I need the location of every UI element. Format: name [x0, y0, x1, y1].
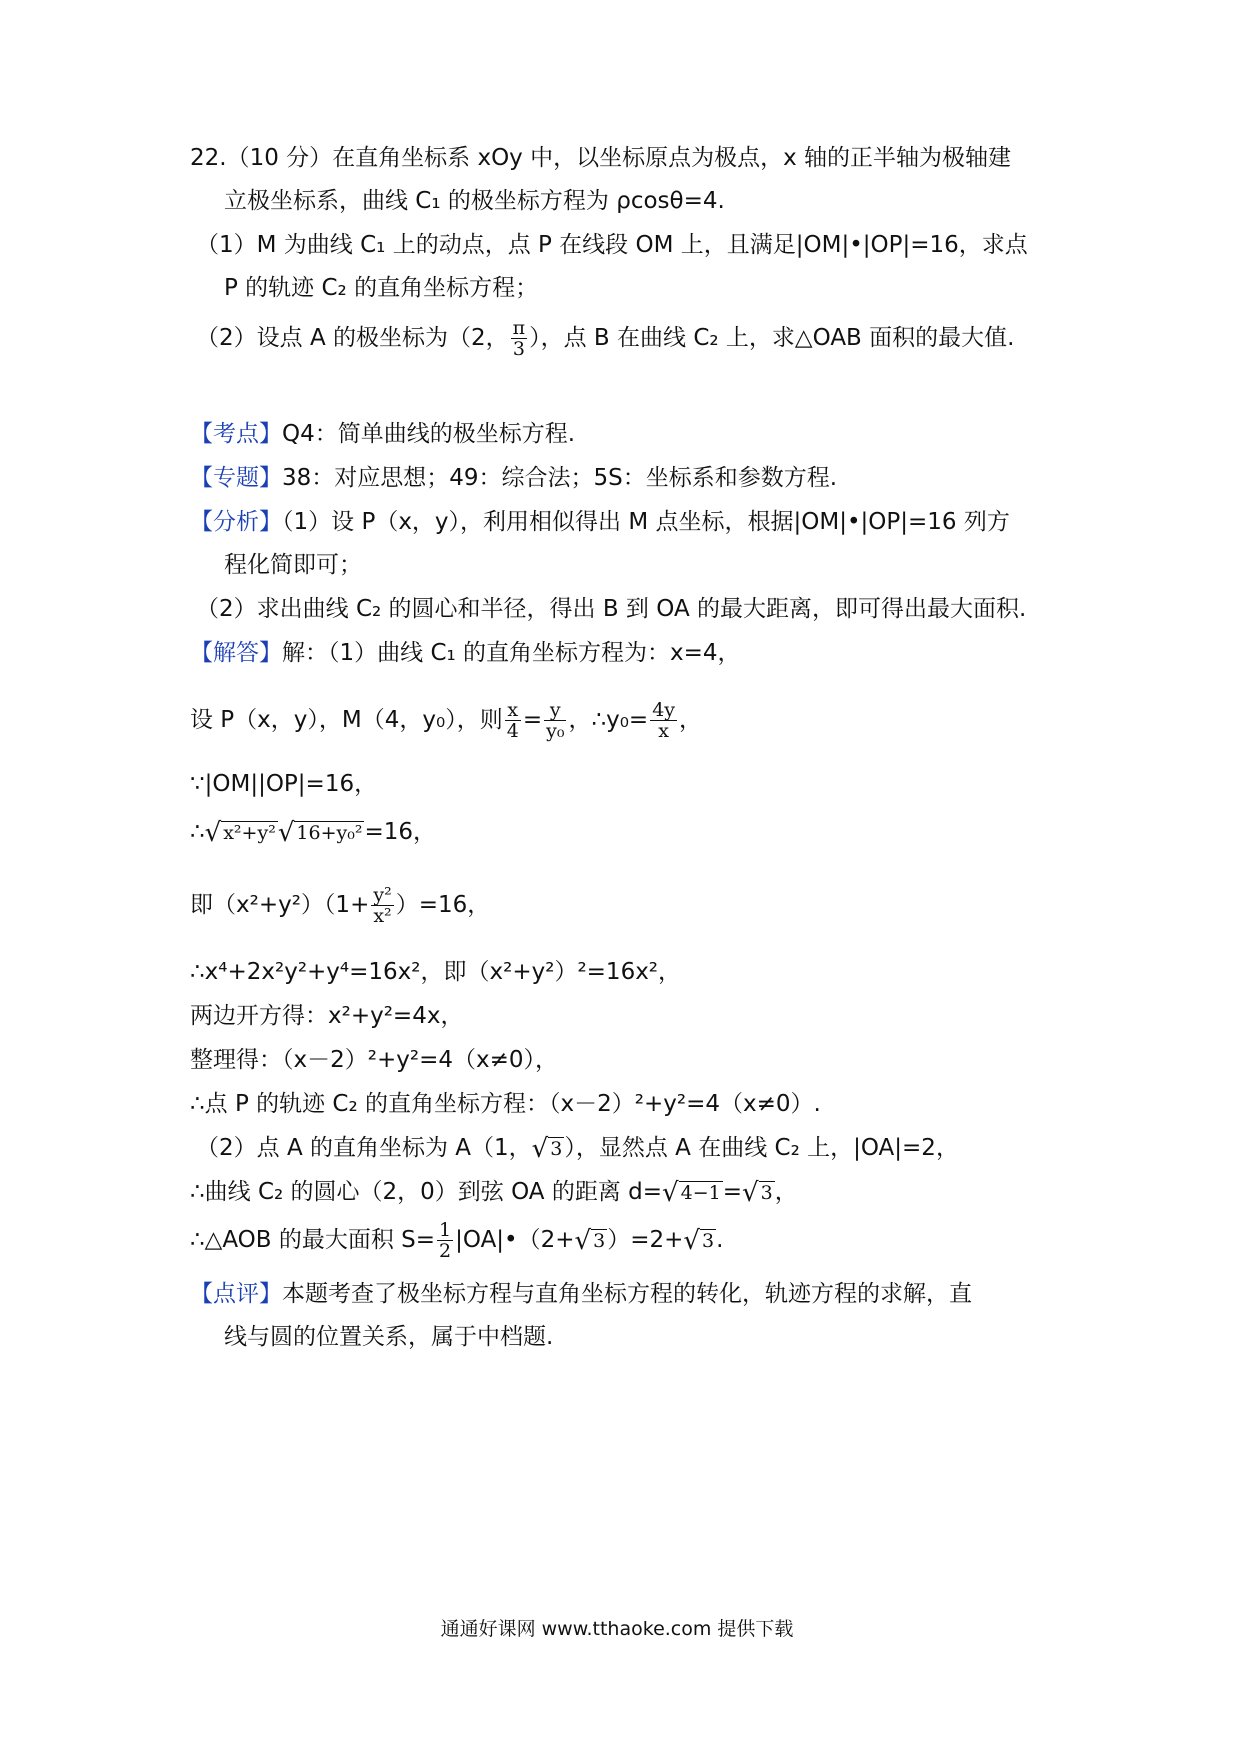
problem-part2 — [196, 318, 1014, 359]
fraction-denominator: x — [658, 720, 669, 742]
4y-over-x-fraction — [650, 700, 677, 741]
fraction-numerator: 4y — [652, 699, 676, 721]
fraction-numerator: π — [512, 317, 526, 339]
jieda-line-2 — [190, 698, 702, 742]
jieda-line-12-pre: ∴△AOB 的最大面积 S= — [190, 1227, 436, 1253]
kaodian-tag: 【考点】 — [190, 421, 282, 447]
problem-part2-pre: （2）设点 A 的极坐标为（2， — [196, 325, 509, 351]
fraction-denominator: 3 — [512, 338, 525, 360]
fenxi-line-2: 程化简即可； — [224, 552, 362, 578]
dianping-row — [190, 1278, 972, 1310]
fraction-numerator: y — [544, 700, 566, 721]
jieda-line-12-mid2: ）=2+ — [607, 1227, 684, 1253]
y2-over-x2-fraction — [371, 885, 393, 926]
fenxi-line-1: （1）设 P（x，y），利用相似得出 M 点坐标，根据|OM|•|OP|=16 列方 — [282, 509, 1010, 535]
dianping-line-1: 本题考查了极坐标方程与直角坐标方程的转化，轨迹方程的求解，直 — [282, 1281, 972, 1307]
fraction-denominator: x² — [373, 905, 392, 927]
jieda-tag: 【解答】 — [190, 640, 282, 666]
sqrt-3: √ 3 — [742, 1177, 773, 1208]
problem-line-1: 22.（10 分）在直角坐标系 xOy 中，以坐标原点为极点，x 轴的正半轴为极轴建 — [190, 145, 1012, 171]
jieda-line-2-mid: ，∴y₀= — [568, 707, 649, 733]
pi-over-3-fraction — [511, 318, 528, 359]
jieda-line-1: 解：（1）曲线 C₁ 的直角坐标方程为：x=4， — [282, 640, 741, 666]
jieda-line-12-end: . — [716, 1227, 724, 1253]
radicand: 16+y₀² — [296, 821, 363, 844]
y-over-y0-fraction — [544, 700, 566, 741]
radicand: 3 — [550, 1137, 563, 1160]
jieda-line-6: ∴x⁴+2x²y²+y⁴=16x²，即（x²+y²）²=16x²， — [190, 959, 682, 985]
problem-part1-line-1: （1）M 为曲线 C₁ 上的动点，点 P 在线段 OM 上，且满足|OM|•|OP|=16，求点 — [196, 232, 1028, 258]
x-over-4-fraction — [505, 700, 521, 741]
kaodian-row — [190, 418, 575, 450]
jieda-line-5-pre: 即（x²+y²）（1+ — [190, 892, 370, 918]
jieda-line-11 — [190, 1176, 798, 1209]
jieda-line-9: ∴点 P 的轨迹 C₂ 的直角坐标方程：（x－2）²+y²=4（x≠0）. — [190, 1091, 821, 1117]
jieda-line-4 — [190, 812, 436, 853]
radicand: x²+y² — [223, 821, 276, 844]
fraction-numerator: 1 — [439, 1219, 452, 1241]
fenxi-tag: 【分析】 — [190, 509, 282, 535]
zhuanti-row — [190, 462, 837, 494]
radicand: 3 — [760, 1181, 773, 1204]
jieda-line-10-pre: （2）点 A 的直角坐标为 A（1， — [196, 1135, 532, 1161]
jieda-line-8: 整理得：（x－2）²+y²=4（x≠0）， — [190, 1047, 558, 1073]
zhuanti-tag: 【专题】 — [190, 465, 282, 491]
dianping-line-2: 线与圆的位置关系，属于中档题. — [224, 1324, 554, 1350]
jieda-line-5 — [190, 880, 490, 930]
problem-part1-line-2: P 的轨迹 C₂ 的直角坐标方程； — [224, 275, 539, 301]
radicand: 3 — [701, 1229, 715, 1252]
problem-part2-post: ），点 B 在曲线 C₂ 上，求△OAB 面积的最大值. — [529, 325, 1015, 351]
jieda-line-3: ∵|OM||OP|=16， — [190, 771, 378, 797]
therefore-symbol: ∴ — [190, 819, 205, 845]
zhuanti-text: 38：对应思想；49：综合法；5S：坐标系和参数方程. — [282, 465, 838, 491]
jieda-row — [190, 637, 741, 669]
fraction-denominator: 2 — [439, 1240, 452, 1262]
sqrt-3: √ 3 — [683, 1225, 715, 1256]
fraction-denominator: 4 — [506, 720, 519, 742]
fraction-denominator: y₀ — [546, 720, 565, 742]
equals-sign: = — [722, 1179, 743, 1205]
sqrt-16-plus-y0-squared: √ 16+y₀² — [277, 817, 363, 848]
dianping-tag: 【点评】 — [190, 1281, 282, 1307]
half-fraction — [437, 1220, 453, 1261]
jieda-line-10-end: ），显然点 A 在曲线 C₂ 上，|OA|=2， — [564, 1135, 959, 1161]
sqrt-3: √ 3 — [574, 1225, 606, 1256]
jieda-line-12 — [190, 1218, 723, 1263]
jieda-line-11-pre: ∴曲线 C₂ 的圆心（2，0）到弦 OA 的距离 d= — [190, 1179, 663, 1205]
sqrt-3: √ 3 — [531, 1133, 563, 1164]
kaodian-text: Q4：简单曲线的极坐标方程. — [282, 421, 576, 447]
jieda-line-10 — [196, 1132, 959, 1165]
fenxi-row — [190, 506, 1010, 538]
radicand: 4−1 — [680, 1181, 721, 1204]
problem-line-2: 立极坐标系，曲线 C₁ 的极坐标方程为 ρcosθ=4. — [224, 188, 725, 214]
jieda-line-2-pre: 设 P（x，y），M（4，y₀），则 — [190, 707, 503, 733]
radicand: 3 — [593, 1229, 606, 1252]
sqrt-4-minus-1: √ 4−1 — [662, 1177, 721, 1208]
jieda-line-4-end: =16， — [364, 819, 437, 845]
jieda-line-11-end: ， — [774, 1179, 798, 1205]
fenxi-line-3: （2）求出曲线 C₂ 的圆心和半径，得出 B 到 OA 的最大距离，即可得出最大面积. — [196, 596, 1027, 622]
jieda-line-12-mid: |OA|•（2+ — [455, 1227, 575, 1253]
jieda-line-2-end: ， — [679, 707, 703, 733]
fraction-numerator: y² — [373, 884, 392, 906]
equals-sign: = — [522, 707, 543, 733]
fraction-numerator: x — [505, 700, 521, 721]
jieda-line-7: 两边开方得：x²+y²=4x， — [190, 1003, 464, 1029]
sqrt-x2-plus-y2: √ x²+y² — [204, 817, 276, 848]
jieda-line-5-end: ）=16， — [395, 892, 491, 918]
footer-source: 通通好课网 www.tthaoke.com 提供下载 — [440, 1618, 794, 1640]
